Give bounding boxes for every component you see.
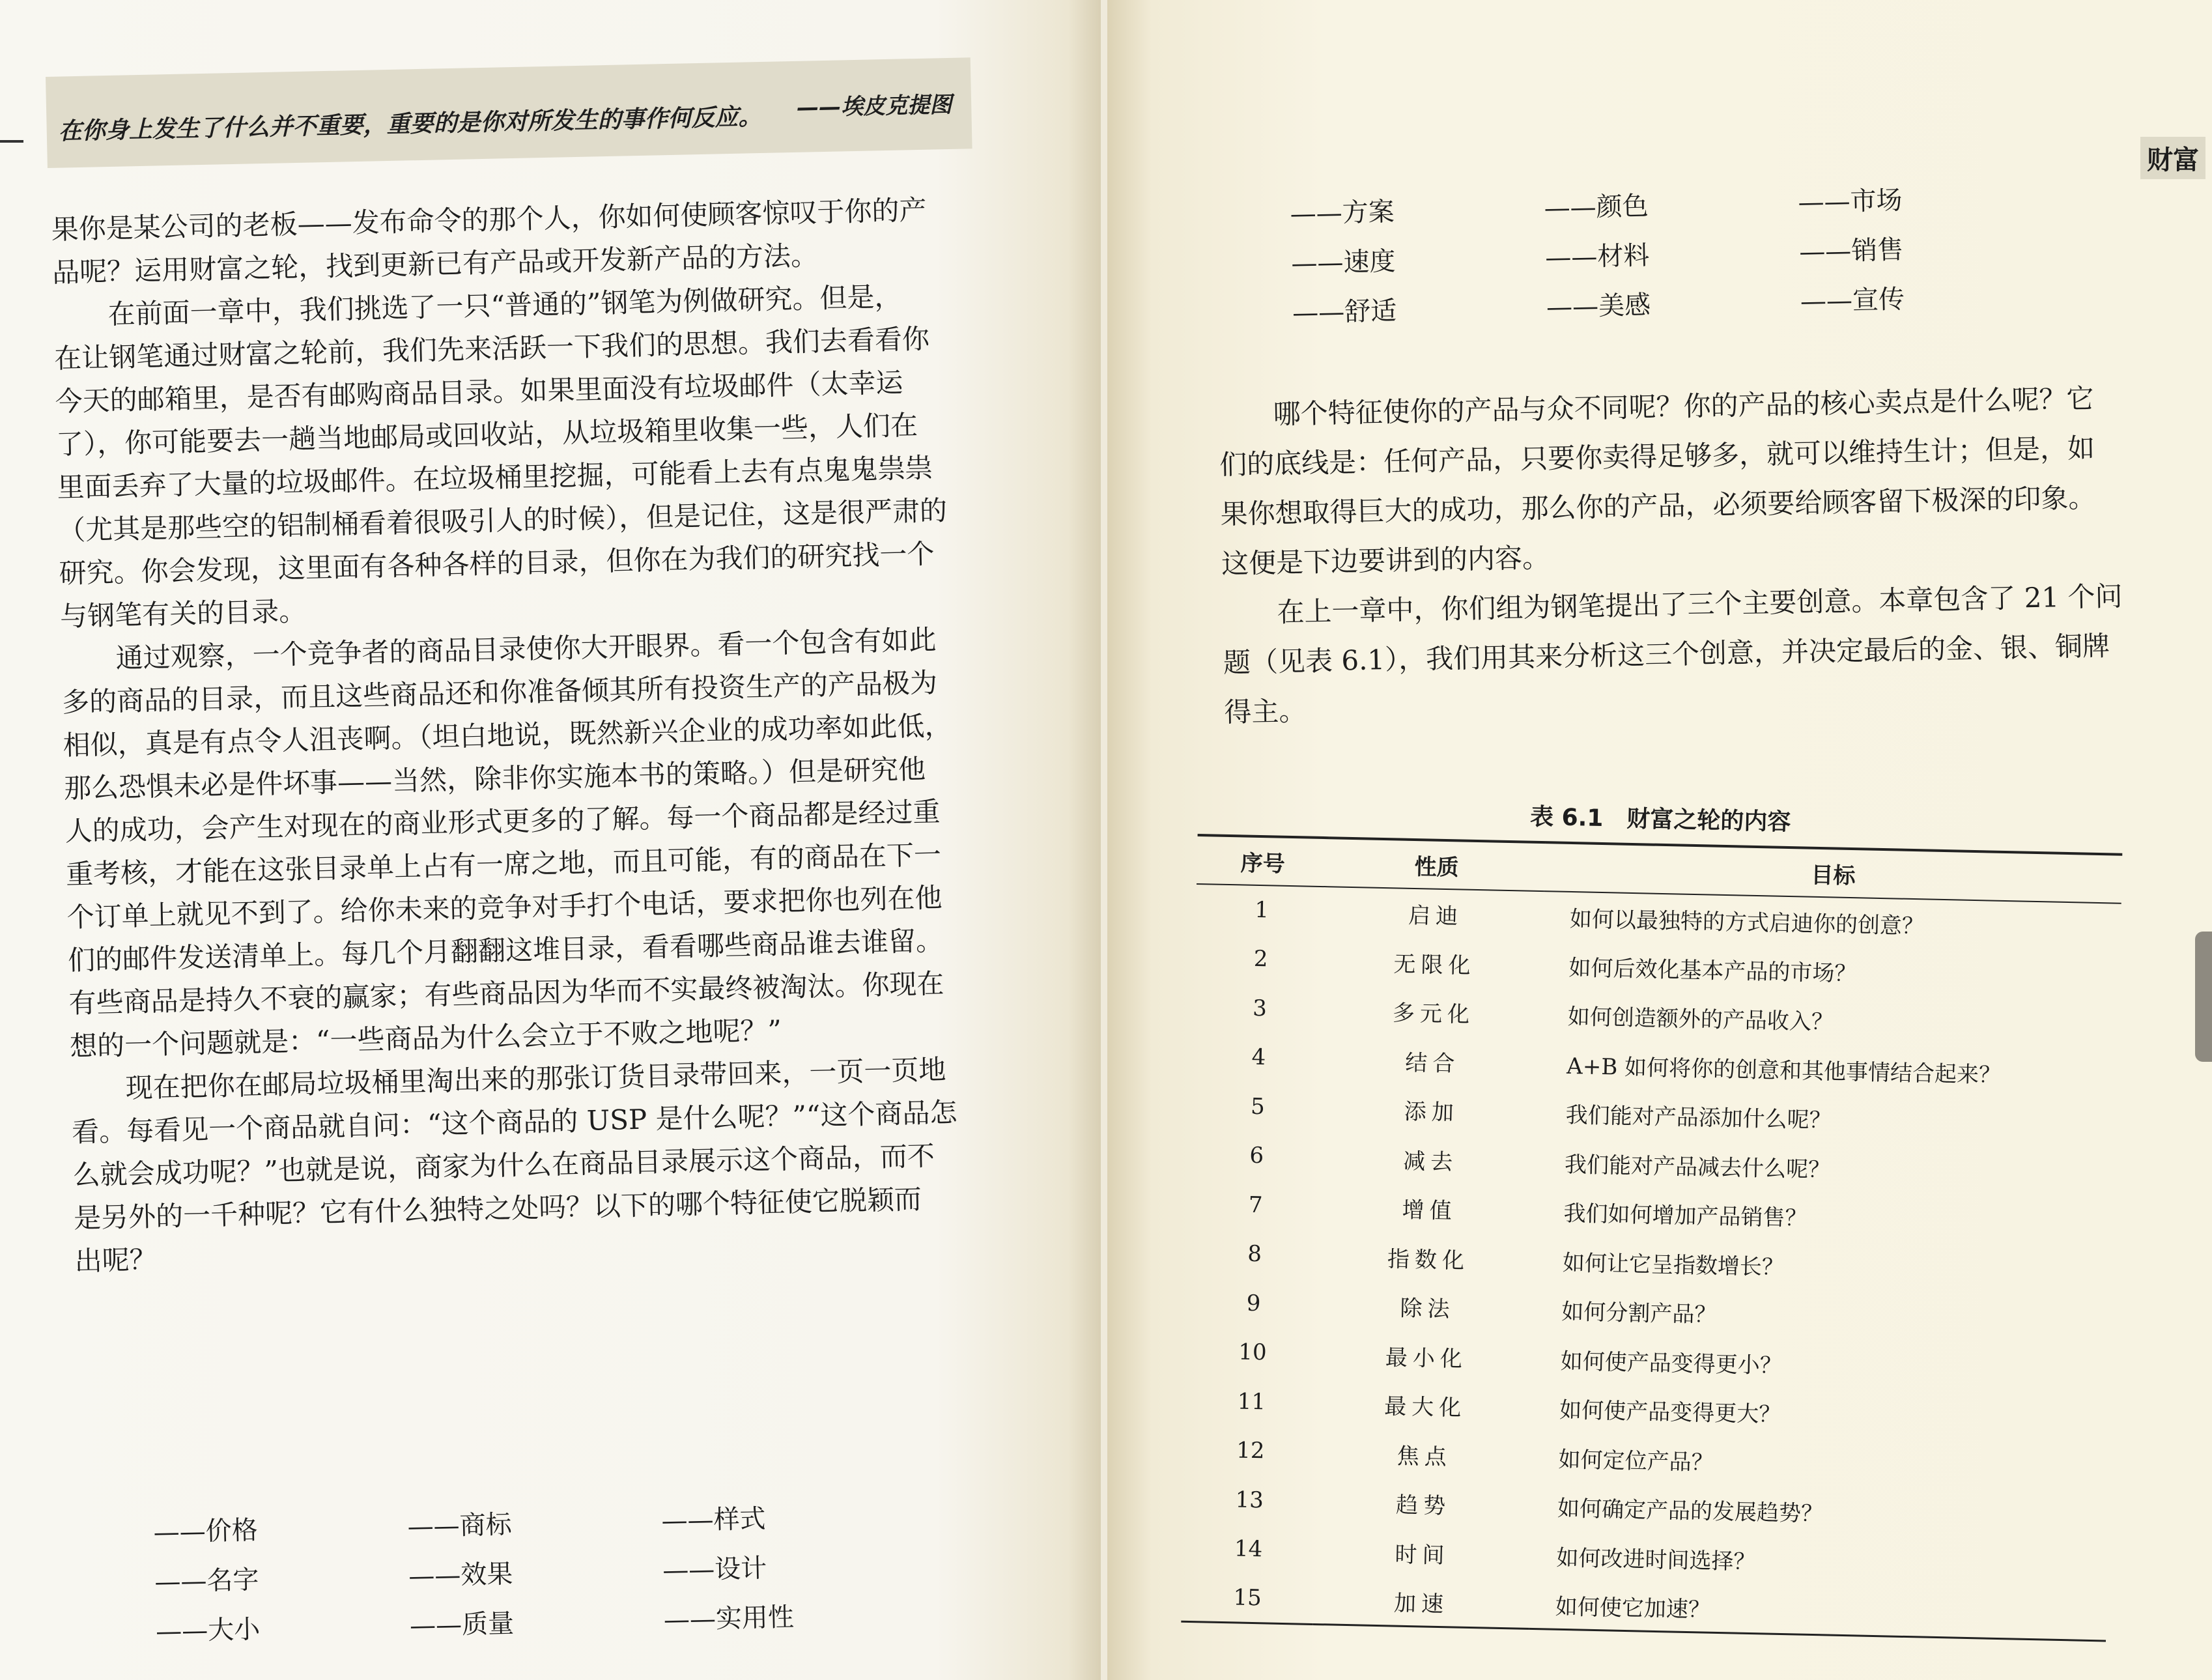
feature-item: ——样式 <box>661 1503 767 1537</box>
row-nature: 加速 <box>1393 1590 1449 1617</box>
header-goal: 目标 <box>1811 862 1856 889</box>
text-line: 重考核，才能在这张目录单上占有一席之地，而且可能，有的商品在下一 <box>65 838 942 890</box>
text-line: 果你是某公司的老板——发布命令的那个人，你如何使顾客惊叹于你的产 <box>51 193 927 246</box>
row-number: 15 <box>1233 1584 1262 1612</box>
row-nature: 结合 <box>1404 1049 1460 1077</box>
row-goal: 如何后效化基本产品的市场？ <box>1568 954 1857 987</box>
text-line: 题（见表 6.1），我们用其来分析这三个创意，并决定最后的金、银、铜牌 <box>1223 629 2110 679</box>
row-number: 6 <box>1249 1143 1264 1169</box>
row-number: 9 <box>1246 1290 1261 1317</box>
feature-item: ——美感 <box>1546 290 1651 323</box>
feature-item: ——价格 <box>153 1515 259 1548</box>
feature-item: ——颜色 <box>1544 191 1649 224</box>
row-goal: 我们能对产品减去什么呢？ <box>1564 1151 1831 1184</box>
text-line: 们的底线是：任何产品，只要你卖得足够多，就可以维持生计；但是，如 <box>1219 432 2095 481</box>
table <box>1181 834 2122 1642</box>
row-nature: 最大化 <box>1383 1393 1467 1422</box>
row-goal: 如何分割产品？ <box>1561 1299 1717 1329</box>
feature-item: ——材料 <box>1544 240 1650 274</box>
row-number: 8 <box>1247 1240 1262 1268</box>
row-number: 7 <box>1248 1191 1263 1218</box>
row-goal: 如何使它加速？ <box>1555 1593 1711 1623</box>
row-goal: 如何创造额外的产品收入？ <box>1567 1004 1834 1036</box>
row-number: 11 <box>1237 1388 1266 1416</box>
text-line: 与钢笔有关的目录。 <box>59 595 307 633</box>
margin-mark <box>0 140 23 143</box>
row-number: 14 <box>1234 1535 1263 1563</box>
row-nature: 除法 <box>1400 1295 1455 1323</box>
left-body-text <box>51 188 964 1283</box>
text-line: 个订单上就见不到了。给你未来的竞争对手打个电话，要求把你也列在他 <box>66 881 943 933</box>
text-line: 今天的邮箱里，是否有邮购商品目录。如果里面没有垃圾邮件（太幸运 <box>55 366 903 418</box>
header-nature: 性质 <box>1414 853 1460 881</box>
text-line: 里面丢弃了大量的垃圾邮件。在垃圾桶里挖掘，可能看上去有点鬼鬼祟祟 <box>57 451 933 504</box>
text-line: 那么恐惧未必是件坏事——当然，除非你实施本书的策略。）但是研究他 <box>63 752 926 804</box>
chapter-header-corner: 财富 <box>2140 137 2205 179</box>
row-number: 10 <box>1238 1339 1268 1366</box>
table-caption: 表 6.1 财富之轮的内容 <box>1529 803 1791 836</box>
feature-item: ——实用性 <box>663 1602 795 1636</box>
row-goal: 如何使产品变得更小？ <box>1560 1348 1783 1379</box>
row-nature: 时间 <box>1395 1541 1450 1569</box>
row-number: 3 <box>1252 995 1268 1022</box>
row-number: 1 <box>1254 897 1269 924</box>
text-line: 在前面一章中，我们挑选了一只“普通的”钢笔为例做研究。但是， <box>107 280 902 331</box>
feature-item: ——市场 <box>1798 185 1903 218</box>
row-nature: 增值 <box>1402 1197 1458 1225</box>
feature-item: ——设计 <box>662 1553 767 1586</box>
row-nature: 启迪 <box>1408 902 1464 930</box>
text-line: 们的邮件发送清单上。每几个月翻翻这堆目录，看看哪些商品谁去谁留。 <box>67 924 944 976</box>
row-nature: 无限化 <box>1393 951 1476 979</box>
feature-item: ——质量 <box>409 1608 515 1642</box>
text-line: 品呢？运用财富之轮，找到更新已有产品或开发新产品的方法。 <box>51 239 819 289</box>
text-line: 出呢？ <box>74 1243 158 1277</box>
feature-item: ——效果 <box>408 1559 513 1592</box>
row-goal: 如何以最独特的方式启迪你的创意？ <box>1569 905 1925 940</box>
feature-item: ——速度 <box>1290 246 1396 279</box>
text-line: 哪个特征使你的产品与众不同呢？你的产品的核心卖点是什么呢？它 <box>1273 382 2094 431</box>
right-page <box>1107 0 2212 1680</box>
text-line: 想的一个问题就是：“一些商品为什么会立于不败之地呢？” <box>69 1014 782 1062</box>
row-nature: 最小化 <box>1385 1344 1468 1373</box>
row-number: 13 <box>1235 1487 1264 1514</box>
row-number: 4 <box>1251 1044 1266 1071</box>
text-line: 现在把你在邮局垃圾桶里淘出来的那张订货目录带回来，一页一页地 <box>125 1053 946 1104</box>
row-nature: 多元化 <box>1392 1000 1475 1029</box>
left-page <box>0 0 1101 1680</box>
text-line: 有些商品是持久不衰的赢家；有些商品因为华而不实最终被淘汰。你现在 <box>68 967 944 1019</box>
row-nature: 减去 <box>1402 1148 1458 1176</box>
row-nature: 指数化 <box>1387 1246 1470 1274</box>
row-goal: 如何确定产品的发展趋势？ <box>1557 1496 1824 1528</box>
text-line: 人的成功，会产生对现在的商业形式更多的了解。每一个商品都是经过重 <box>64 795 941 847</box>
header-quote-author: ——埃皮克提图 <box>796 91 952 121</box>
row-nature: 焦点 <box>1397 1443 1453 1471</box>
row-goal: 如何定位产品？ <box>1558 1446 1714 1476</box>
feature-item: ——销售 <box>1798 235 1904 268</box>
feature-item: ——方案 <box>1290 197 1395 229</box>
row-goal: 如何改进时间选择？ <box>1556 1545 1756 1575</box>
row-goal: 如何让它呈指数增长？ <box>1562 1249 1785 1281</box>
feature-item: ——商标 <box>407 1509 513 1543</box>
text-line: 果你想取得巨大的成功，那么你的产品，必须要给顾客留下极深的印象。 <box>1220 481 2096 530</box>
text-line: 这便是下边要讲到的内容。 <box>1221 541 1550 580</box>
row-number: 12 <box>1236 1437 1265 1464</box>
left-feature-list <box>153 1494 918 1653</box>
row-goal: A+B 如何将你的创意和其他事情结合起来？ <box>1566 1053 2002 1089</box>
row-number: 2 <box>1253 946 1268 973</box>
header-number: 序号 <box>1240 849 1286 877</box>
row-nature: 添加 <box>1404 1098 1460 1126</box>
feature-item: ——舒适 <box>1292 296 1397 328</box>
page-edge-image <box>2195 932 2212 1062</box>
text-line: 么就会成功呢？”也就是说，商家为什么在商品目录展示这个商品，而不 <box>72 1139 935 1191</box>
row-nature: 趋势 <box>1395 1492 1451 1520</box>
text-line: 了），你可能要去一趟当地邮局或回收站，从垃圾箱里收集一些，人们在 <box>55 408 918 461</box>
right-feature-list <box>1290 175 2055 334</box>
text-line: 通过观察，一个竞争者的商品目录使你大开眼界。看一个包含有如此 <box>115 623 937 674</box>
text-line: 是另外的一千种呢？它有什么独特之处吗？以下的哪个特征使它脱颖而 <box>73 1183 922 1234</box>
header-quote-band <box>46 57 972 168</box>
feature-item: ——大小 <box>155 1614 261 1647</box>
row-goal: 我们如何增加产品销售？ <box>1563 1201 1808 1232</box>
feature-item: ——名字 <box>154 1565 259 1597</box>
row-number: 5 <box>1250 1093 1266 1120</box>
text-line: 多的商品的目录，而且这些商品还和你准备倾其所有投资生产的产品极为 <box>61 666 938 719</box>
text-line: 在让钢笔通过财富之轮前，我们先来活跃一下我们的思想。我们去看看你 <box>53 322 930 375</box>
feature-item: ——宣传 <box>1800 284 1905 317</box>
header-quote: 在你身上发生了什么并不重要，重要的是你对所发生的事作何反应。 <box>58 103 762 145</box>
text-line: 在上一章中，你们组为钢笔提出了三个主要创意。本章包含了 21 个问 <box>1277 580 2123 629</box>
text-line: （尤其是那些空的铝制桶看着很吸引人的时候），但是记住，这是很严肃的 <box>57 494 948 547</box>
right-body-text <box>1218 373 2125 737</box>
row-goal: 我们能对产品添加什么呢？ <box>1565 1102 1832 1134</box>
row-goal: 如何使产品变得更大？ <box>1559 1397 1781 1429</box>
wealth-wheel-table <box>1181 791 2123 1642</box>
text-line: 得主。 <box>1224 694 1307 728</box>
text-line: 研究。你会发现，这里面有各种各样的目录，但你在为我们的研究找一个 <box>59 537 935 590</box>
text-line: 相似，真是有点令人沮丧啊。（坦白地说，既然新兴企业的成功率如此低， <box>63 709 952 762</box>
text-line: 看。每看见一个商品就自问：“这个商品的 USP 是什么呢？”“这个商品怎 <box>71 1096 957 1148</box>
